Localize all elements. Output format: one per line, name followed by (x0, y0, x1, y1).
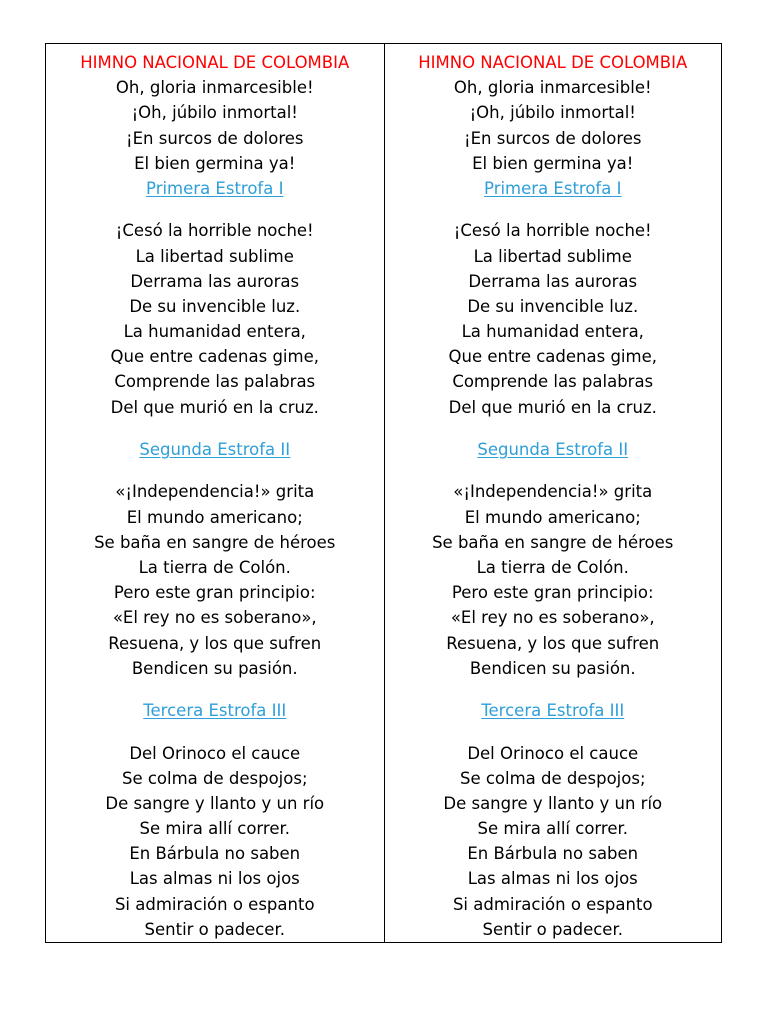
stanza-line: ¡Cesó la horrible noche! (453, 221, 652, 241)
stanza-line: La libertad sublime (473, 246, 632, 266)
stanza-line: Sentir o padecer. (144, 919, 285, 939)
chorus-line: ¡En surcos de dolores (125, 128, 304, 148)
stanza-line: Si admiración o espanto (452, 894, 653, 914)
stanza-heading: Primera Estrofa I (146, 178, 284, 198)
chorus-line: ¡Oh, júbilo inmortal! (131, 103, 298, 123)
stanza-line: De su invencible luz. (467, 296, 639, 316)
stanza-line: De sangre y llanto y un río (443, 793, 663, 813)
stanza-line: De sangre y llanto y un río (105, 793, 325, 813)
stanza-line: Bendicen su pasión. (469, 658, 636, 678)
stanza-line: El mundo americano; (126, 507, 303, 527)
stanza-line: Resuena, y los que sufren (108, 633, 322, 653)
stanza-line: Derrama las auroras (468, 271, 638, 291)
stanza-line: «¡Independencia!» grita (115, 482, 315, 502)
stanza-line: Resuena, y los que sufren (446, 633, 660, 653)
chorus-line: El bien germina ya! (134, 153, 296, 173)
stanza-heading: Tercera Estrofa III (481, 701, 625, 721)
anthem-title: HIMNO NACIONAL DE COLOMBIA (80, 53, 350, 72)
stanza-line: La tierra de Colón. (476, 557, 629, 577)
stanza-line: Las almas ni los ojos (129, 869, 300, 889)
stanza-line: Pero este gran principio: (113, 583, 316, 603)
stanza-line: Las almas ni los ojos (467, 869, 638, 889)
stanza-line: La humanidad entera, (461, 322, 644, 342)
stanza-line: Se baña en sangre de héroes (432, 532, 674, 552)
stanza-heading: Tercera Estrofa III (143, 701, 287, 721)
stanza-line: La libertad sublime (135, 246, 294, 266)
stanza-line: Comprende las palabras (452, 372, 654, 392)
stanza-line: La humanidad entera, (123, 322, 306, 342)
anthem-column-right (384, 44, 722, 942)
stanza-line: Se colma de despojos; (121, 768, 308, 788)
stanza-line: Del que murió en la cruz. (110, 397, 319, 417)
stanza-line: ¡Cesó la horrible noche! (115, 221, 314, 241)
stanza-line: Se colma de despojos; (459, 768, 646, 788)
chorus-line: El bien germina ya! (472, 153, 634, 173)
chorus-line: ¡En surcos de dolores (463, 128, 642, 148)
anthem-column-left (46, 44, 384, 942)
stanza-line: «El rey no es soberano», (450, 608, 655, 628)
stanza-heading: Primera Estrofa I (484, 178, 622, 198)
stanza-line: Bendicen su pasión. (131, 658, 298, 678)
stanza-line: En Bárbula no saben (467, 844, 639, 864)
chorus-line: Oh, gloria inmarcesible! (453, 78, 652, 98)
stanza-line: Del Orinoco el cauce (129, 743, 301, 763)
stanza-heading: Segunda Estrofa II (139, 440, 291, 460)
anthem-title: HIMNO NACIONAL DE COLOMBIA (418, 53, 688, 72)
stanza-line: Se mira allí correr. (139, 819, 291, 839)
stanza-line: Comprende las palabras (114, 372, 316, 392)
stanza-line: La tierra de Colón. (138, 557, 291, 577)
chorus-line: ¡Oh, júbilo inmortal! (469, 103, 636, 123)
stanza-line: Del Orinoco el cauce (467, 743, 639, 763)
stanza-line: Sentir o padecer. (482, 919, 623, 939)
stanza-line: Se mira allí correr. (477, 819, 629, 839)
stanza-line: Que entre cadenas gime, (448, 347, 657, 367)
stanza-line: En Bárbula no saben (129, 844, 301, 864)
stanza-line: Pero este gran principio: (451, 583, 654, 603)
stanza-line: Si admiración o espanto (114, 894, 315, 914)
stanza-line: «El rey no es soberano», (112, 608, 317, 628)
stanza-line: El mundo americano; (464, 507, 641, 527)
stanza-heading: Segunda Estrofa II (477, 440, 629, 460)
chorus-line: Oh, gloria inmarcesible! (115, 78, 314, 98)
anthem-table (45, 43, 722, 943)
stanza-line: De su invencible luz. (129, 296, 301, 316)
stanza-line: Se baña en sangre de héroes (94, 532, 336, 552)
stanza-line: Del que murió en la cruz. (448, 397, 657, 417)
stanza-line: Derrama las auroras (130, 271, 300, 291)
stanza-line: Que entre cadenas gime, (110, 347, 319, 367)
stanza-line: «¡Independencia!» grita (453, 482, 653, 502)
